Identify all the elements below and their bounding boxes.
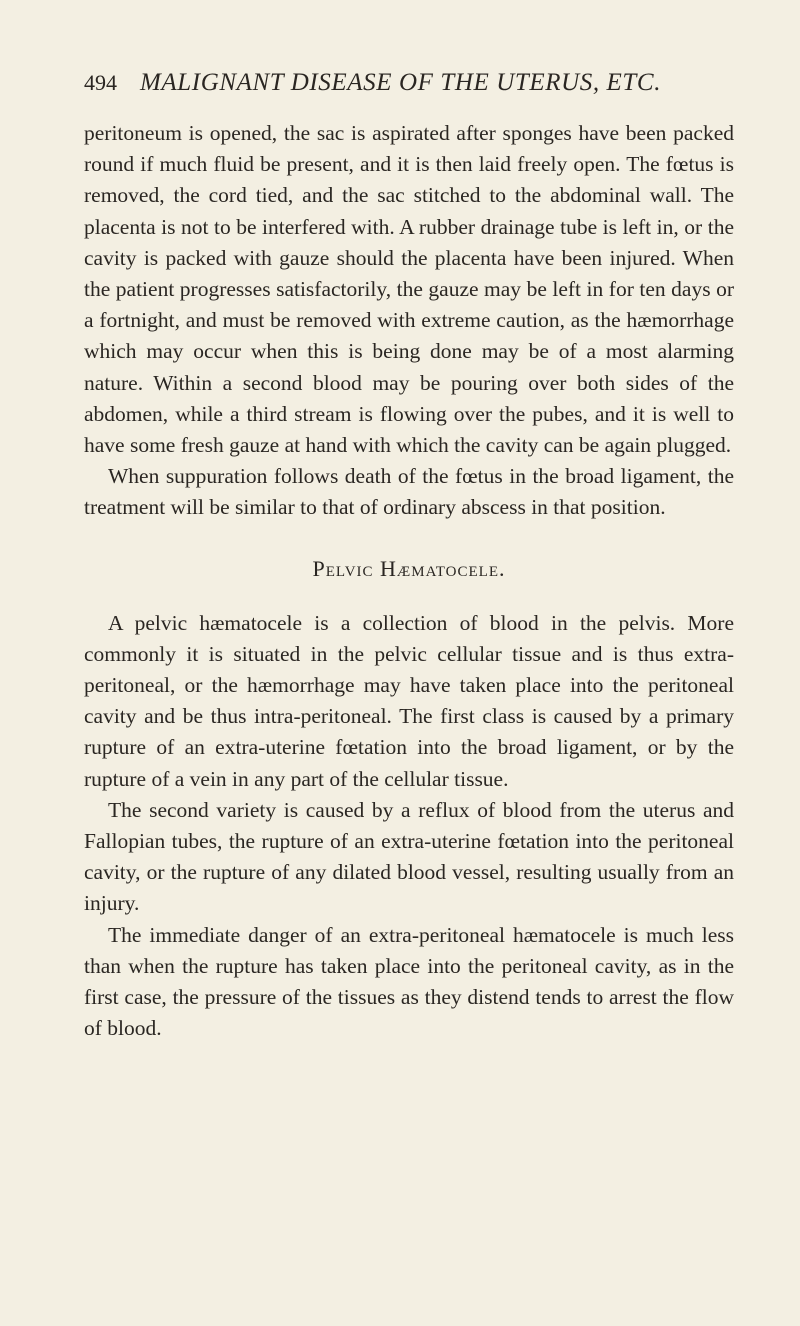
paragraph-suppuration: When suppuration follows death of the fœtus in the broad ligament, the treatment will be similar to that of ordinary abscess in that position. — [84, 464, 734, 520]
section-heading: Pelvic Hæmatocele. — [312, 555, 506, 581]
running-title: MALIGNANT DISEASE OF THE UTERUS, ETC. — [140, 69, 662, 96]
paragraph-immediate-danger: The immediate danger of an extra-peritoneal hæmatocele is much less than when the rupture has taken place into the peritoneal cavity, as in the first case, the pressure of the tissues as they distend tends to arrest the flow of blood. — [84, 922, 734, 1041]
running-head — [84, 68, 734, 98]
paragraph-continued: peritoneum is opened, the sac is aspirated after sponges have been packed round if much fluid be present, and it is then laid freely open. The fœtus is removed, the cord tied, and the sac stitched to the abdominal wall. The placenta is not to be interfered with. A rubber drainage tube is left in, or the cavity is packed with gauze should the placenta have been injured. When the patient progresses satisfactorily, the gauze may be left in for ten days or a fortnight, and must be removed with extreme caution, as the hæmorrhage which may occur when this is being done may be of a most alarming nature. Within a second blood may be pouring over both sides of the abdomen, while a third stream is flowing over the pubes, and it is well to have some fresh gauze at hand with which the cavity can be again plugged. — [84, 121, 734, 458]
paragraph-second-variety: The second variety is caused by a reflux of blood from the uterus and Fallopian tubes, the rupture of an extra-uterine fœtation into the peritoneal cavity, or the rupture of any dilated blood vessel, resulting usually from an injury. — [84, 797, 734, 916]
paragraph-definition: A pelvic hæmatocele is a collection of blood in the pelvis. More commonly it is situated in the pelvic cellular tissue and is thus extra-peritoneal, or the hæmorrhage may have taken place into the peritoneal cavity and be thus intra-peritoneal. The first class is caused by a primary rupture of an extra-uterine fœtation into the broad ligament, or by the rupture of a vein in any part of the cellular tissue. — [84, 610, 734, 791]
book-page — [84, 68, 734, 1044]
page-number: 494 — [84, 70, 117, 95]
